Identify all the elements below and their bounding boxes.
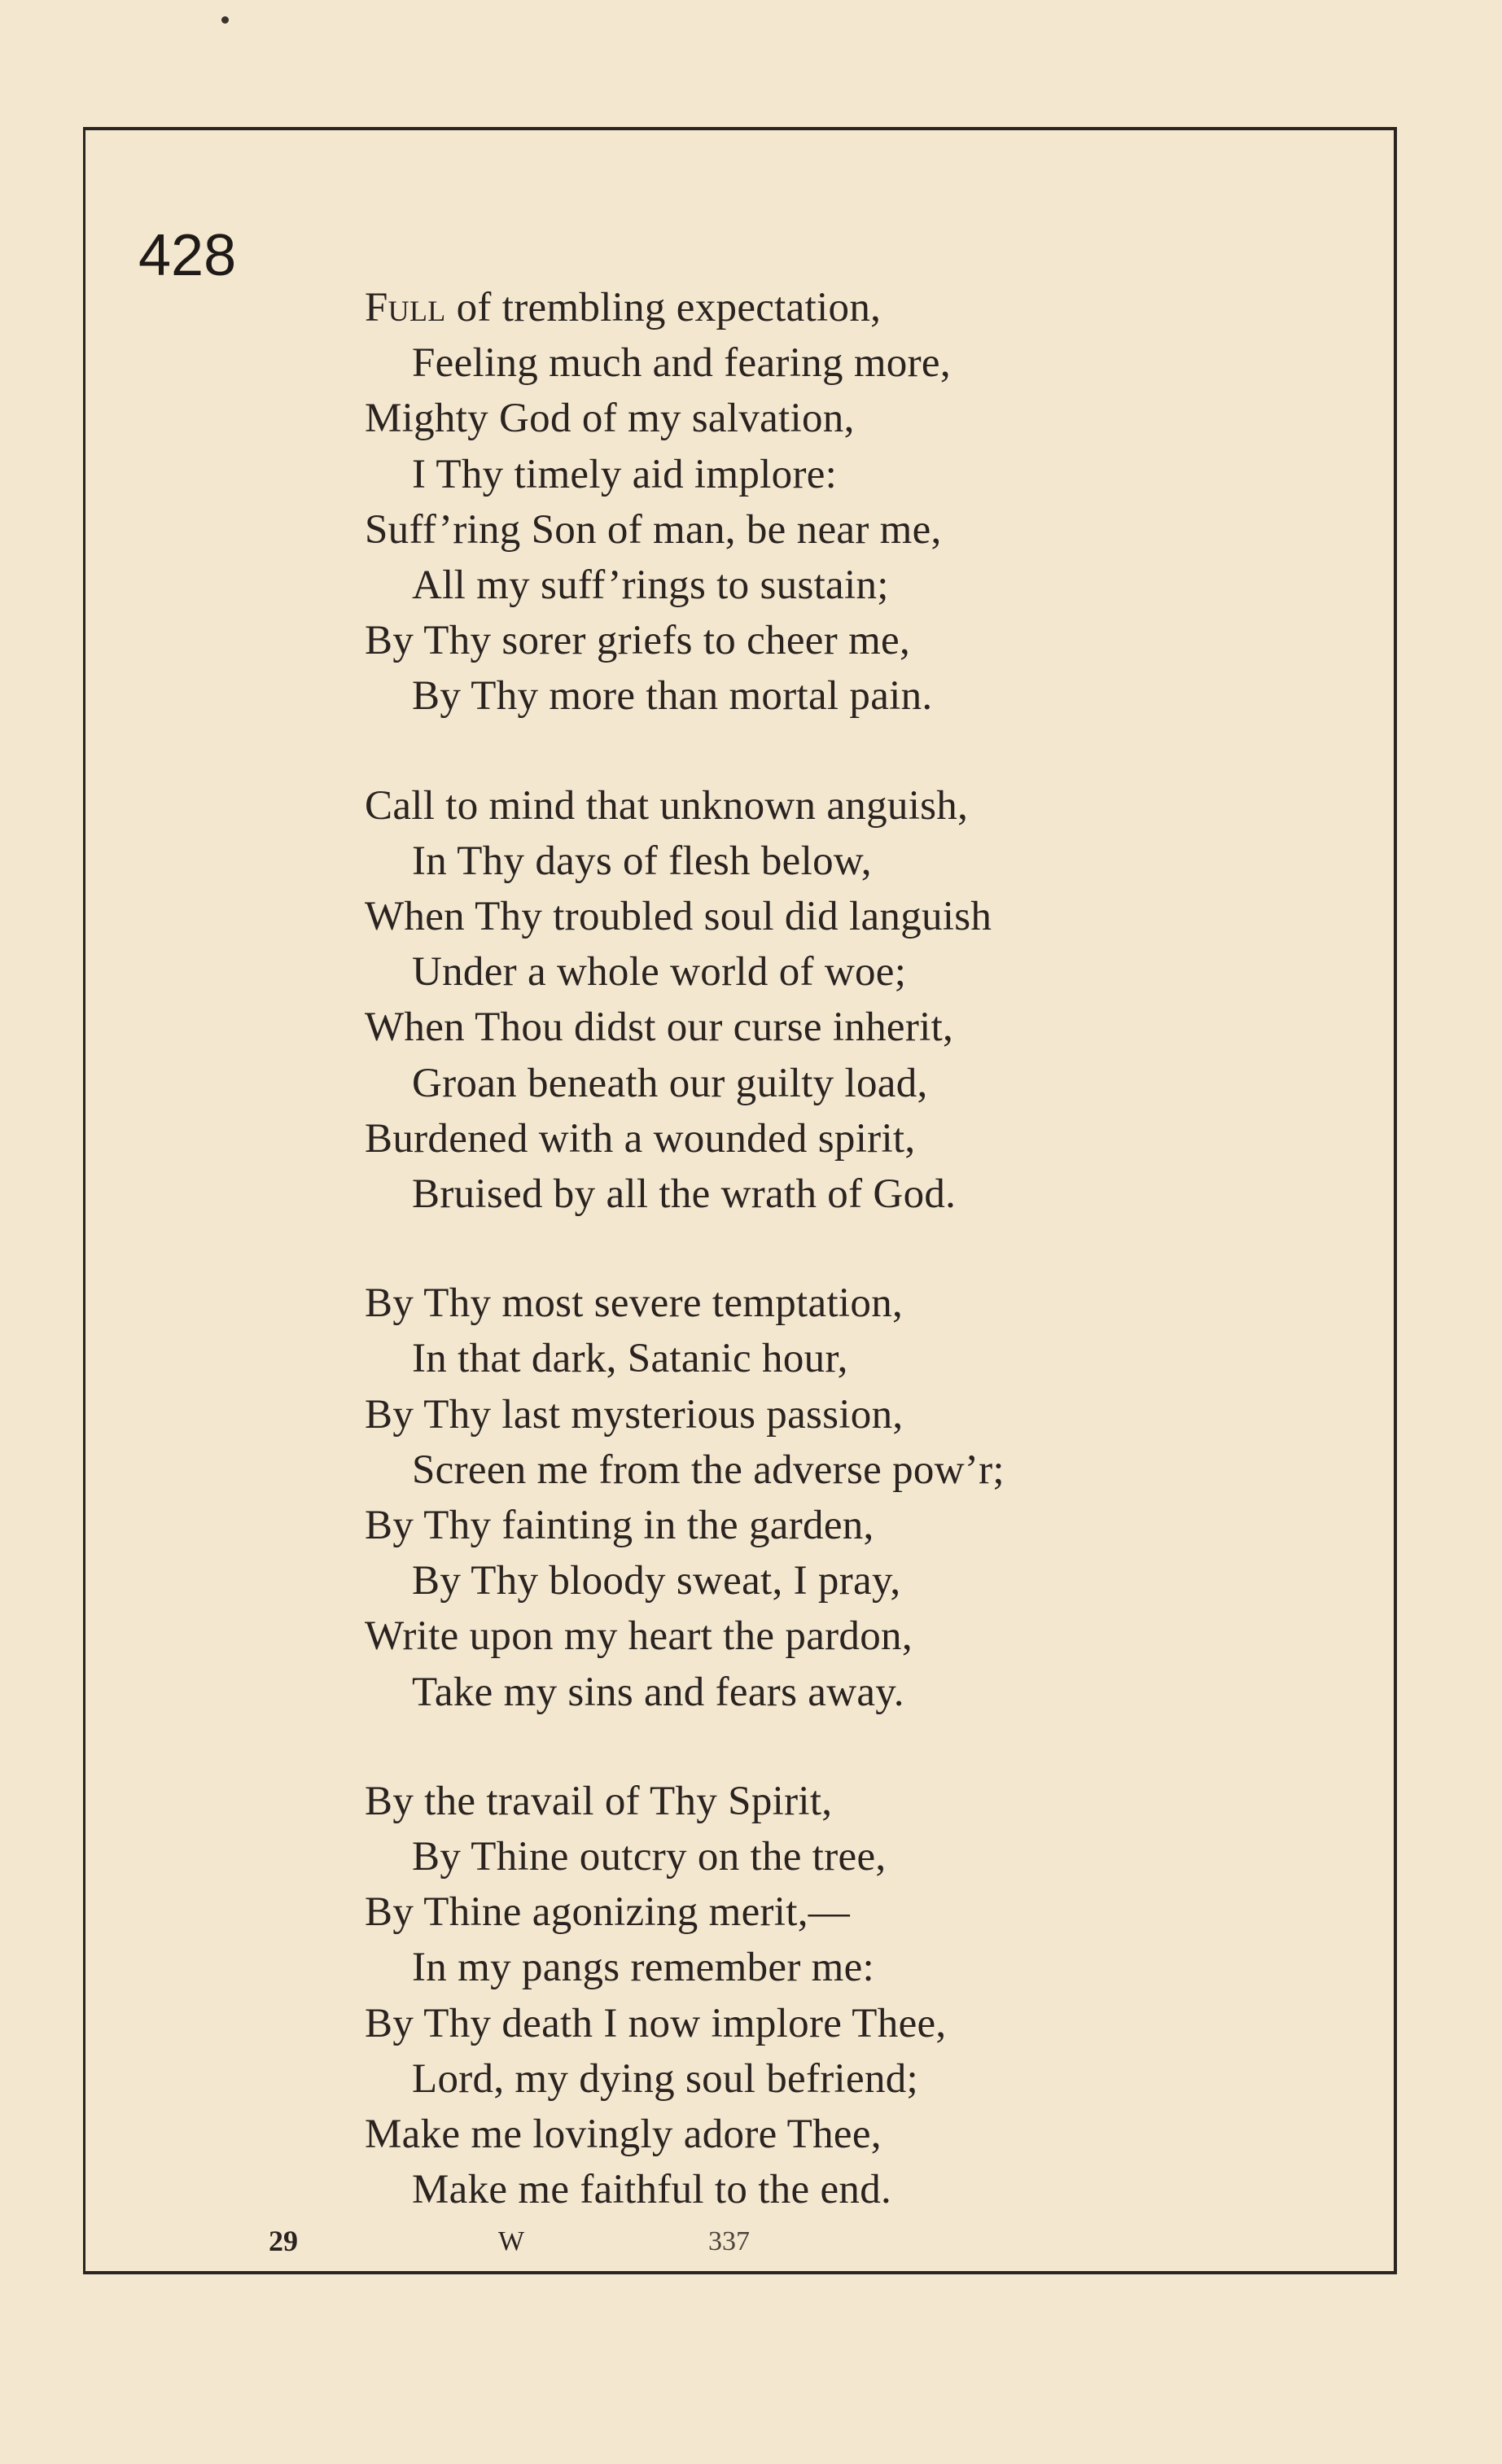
signature-mark-right: 337 <box>708 2226 750 2256</box>
verse-line: Screen me from the adverse pow’r; <box>412 1446 1005 1493</box>
verse-line: All my suff’rings to sustain; <box>412 562 889 609</box>
verse-line: Lord, my dying soul befriend; <box>412 2055 919 2102</box>
verse-line: Burdened with a wounded spirit, <box>365 1115 916 1162</box>
verse-line: Mighty God of my salvation, <box>365 396 855 442</box>
verse-line: Groan beneath our guilty load, <box>412 1060 928 1106</box>
verse-line: By Thy fainting in the garden, <box>365 1503 874 1549</box>
verse-line: In my pangs remember me: <box>412 1945 875 1991</box>
hymn-number: 428 <box>138 223 237 288</box>
verse-line: By Thy most severe temptation, <box>365 1280 904 1327</box>
verse-line: When Thy troubled soul did languish <box>365 894 992 940</box>
verse-line: By Thine outcry on the tree, <box>412 1834 887 1880</box>
verse-line: In Thy days of flesh below, <box>412 838 872 884</box>
verse-line: By Thine agonizing merit,— <box>365 1889 851 1936</box>
verse-line: By Thy sorer griefs to cheer me, <box>365 618 911 664</box>
verse-3 <box>365 1276 1179 1720</box>
signature-mark-mid: W <box>498 2226 525 2256</box>
ink-speck <box>221 16 229 24</box>
verse-line: Bruised by all the wrath of God. <box>412 1171 957 1218</box>
verse-line: Make me lovingly adore Thee, <box>365 2112 882 2158</box>
verse-1 <box>365 280 1179 724</box>
verse-line: Write upon my heart the pardon, <box>365 1613 913 1660</box>
opening-word: Full <box>365 285 446 330</box>
verse-line: Take my sins and fears away. <box>412 1669 904 1715</box>
verse-line: In that dark, Satanic hour, <box>412 1336 848 1382</box>
verse-line: I Thy timely aid implore: <box>412 451 838 497</box>
verse-2 <box>365 778 1179 1223</box>
verse-line: By Thy death I now implore Thee, <box>365 2000 947 2046</box>
verse-line: Feeling much and fearing more, <box>412 340 951 387</box>
verse-line: By Thy bloody sweat, I pray, <box>412 1558 901 1604</box>
verse-line <box>365 280 1179 335</box>
verse-line: Under a whole world of woe; <box>412 949 907 996</box>
verse-4 <box>365 1774 1179 2218</box>
verse-line: Call to mind that unknown anguish, <box>365 782 969 829</box>
verse-line: By Thy last mysterious passion, <box>365 1391 904 1438</box>
hymn-text <box>365 280 1179 2272</box>
verse-line: By Thy more than mortal pain. <box>412 673 933 720</box>
signature-mark-left: 29 <box>269 2225 298 2257</box>
verse-line: Suff’ring Son of man, be near me, <box>365 506 942 553</box>
line-remainder: of trembling expectation, <box>445 285 882 330</box>
verse-line: When Thou didst our curse inherit, <box>365 1004 954 1051</box>
verse-line: By the travail of Thy Spirit, <box>365 1778 833 1824</box>
verse-line: Make me faithful to the end. <box>412 2167 892 2213</box>
